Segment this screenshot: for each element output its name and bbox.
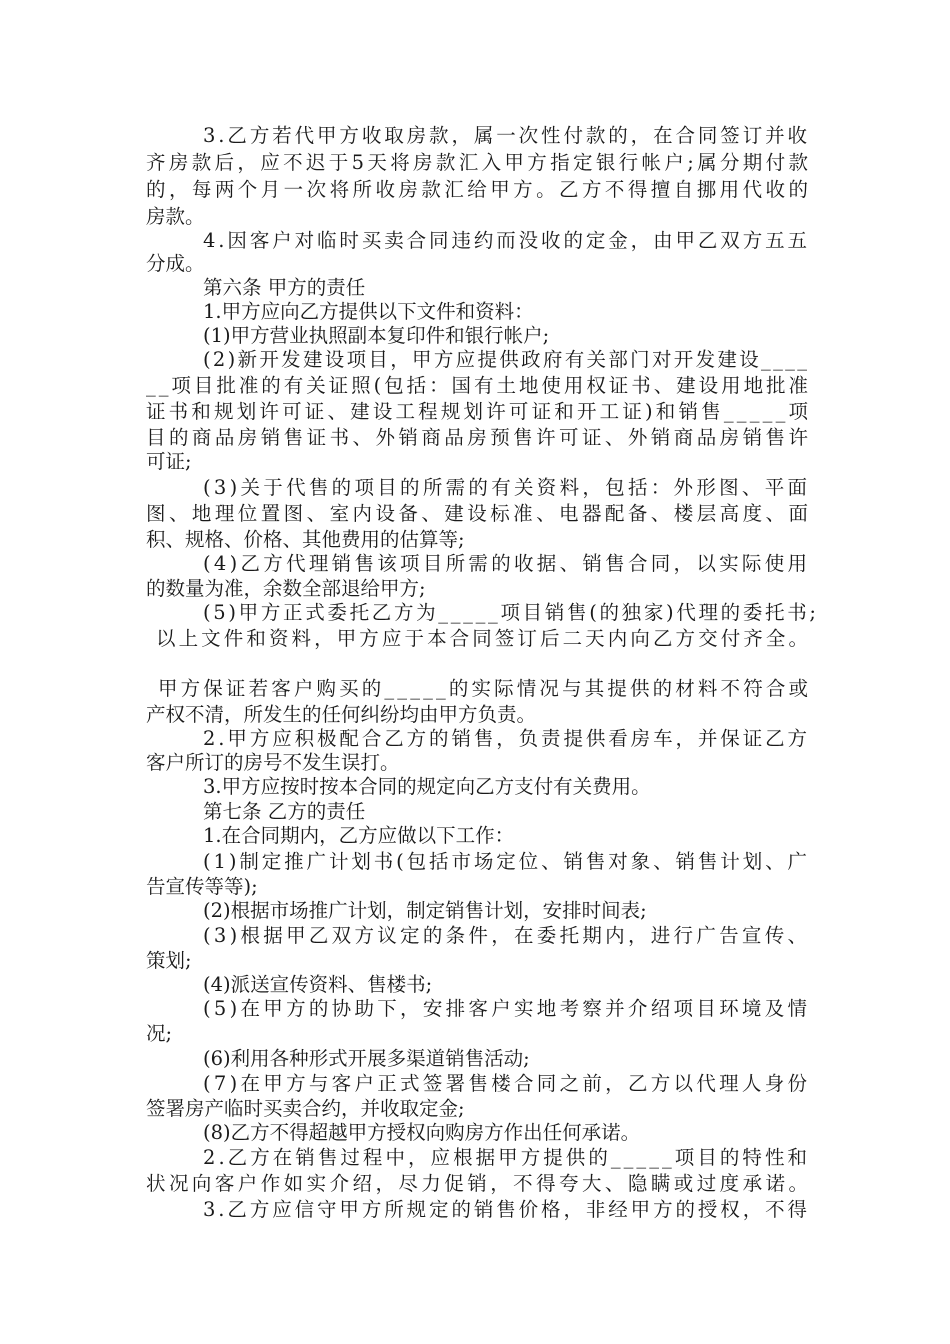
- text-line: 的数量为准，余数全部退给甲方;: [146, 577, 426, 600]
- text-line: 签署房产临时买卖合约，并收取定金;: [146, 1097, 465, 1120]
- text-line: 积、规格、价格、其他费用的估算等;: [146, 528, 465, 551]
- text-line: 目的商品房销售证书、外销商品房预售许可证、外销商品房销售许: [146, 426, 812, 449]
- text-line: (7)在甲方与客户正式签署售楼合同之前，乙方以代理人身份: [203, 1072, 811, 1095]
- text-line: (5)在甲方的协助下，安排客户实地考察并介绍项目环境及情: [203, 997, 811, 1020]
- text-line: 况;: [146, 1022, 173, 1045]
- section-heading: 第六条 甲方的责任: [203, 276, 366, 299]
- text-line: (2)根据市场推广计划，制定销售计划，安排时间表;: [203, 899, 647, 922]
- text-line: 3.乙方若代甲方收取房款，属一次性付款的，在合同签订并收: [203, 124, 810, 147]
- section-heading: 第七条 乙方的责任: [203, 800, 366, 823]
- text-line: (2)新开发建设项目，甲方应提供政府有关部门对开发建设____: [203, 348, 810, 371]
- text-line: 甲方保证若客户购买的_____的实际情况与其提供的材料不符合或: [158, 677, 812, 700]
- text-line: 以上文件和资料，甲方应于本合同签订后二天内向乙方交付齐全。: [156, 627, 812, 650]
- text-line: 3.乙方应信守甲方所规定的销售价格，非经甲方的授权，不得: [203, 1198, 810, 1221]
- text-line: 告宣传等等);: [146, 875, 258, 898]
- text-line: 分成。: [146, 252, 205, 275]
- text-line: 4.因客户对临时买卖合同违约而没收的定金，由甲乙双方五五: [203, 229, 810, 252]
- text-line: 可证;: [146, 450, 192, 473]
- text-line: 1.甲方应向乙方提供以下文件和资料：: [203, 300, 534, 323]
- text-line: (8)乙方不得超越甲方授权向购房方作出任何承诺。: [203, 1121, 641, 1144]
- text-line: 齐房款后，应不迟于5天将房款汇入甲方指定银行帐户;属分期付款: [146, 151, 812, 174]
- text-line: 产权不清，所发生的任何纠纷均由甲方负责。: [146, 703, 537, 726]
- text-line: (1)甲方营业执照副本复印件和银行帐户;: [203, 324, 550, 347]
- text-line: 状况向客户作如实介绍，尽力促销，不得夸大、隐瞒或过度承诺。: [146, 1172, 812, 1195]
- text-line: 策划;: [146, 949, 192, 972]
- text-line: 客户所订的房号不发生误打。: [146, 751, 400, 774]
- text-line: (6)利用各种形式开展多渠道销售活动;: [203, 1047, 530, 1070]
- text-line: (1)制定推广计划书(包括市场定位、销售对象、销售计划、广: [203, 850, 810, 873]
- text-line: 图、地理位置图、室内设备、建设标准、电器配备、楼层高度、面: [146, 502, 812, 525]
- text-line: (5)甲方正式委托乙方为_____项目销售(的独家)代理的委托书;: [203, 601, 819, 624]
- text-line: 2.甲方应积极配合乙方的销售，负责提供看房车，并保证乙方: [203, 727, 810, 750]
- text-line: (3)根据甲乙双方议定的条件，在委托期内，进行广告宣传、: [203, 924, 811, 947]
- text-line: 2.乙方在销售过程中，应根据甲方提供的_____项目的特性和: [203, 1146, 811, 1169]
- text-line: 的，每两个月一次将所收房款汇给甲方。乙方不得擅自挪用代收的: [146, 178, 812, 201]
- text-line: 1.在合同期内，乙方应做以下工作：: [203, 824, 515, 847]
- text-line: (4)乙方代理销售该项目所需的收据、销售合同，以实际使用: [203, 552, 811, 575]
- text-line: 3.甲方应按时按本合同的规定向乙方支付有关费用。: [203, 775, 651, 798]
- text-line: 房款。: [146, 205, 205, 228]
- text-line: (3)关于代售的项目的所需的有关资料，包括：外形图、平面: [203, 476, 811, 499]
- text-line: __项目批准的有关证照(包括：国有土地使用权证书、建设用地批准: [146, 374, 811, 397]
- text-line: 证书和规划许可证、建设工程规划许可证和开工证)和销售_____项: [146, 400, 812, 423]
- text-line: (4)派送宣传资料、售楼书;: [203, 973, 433, 996]
